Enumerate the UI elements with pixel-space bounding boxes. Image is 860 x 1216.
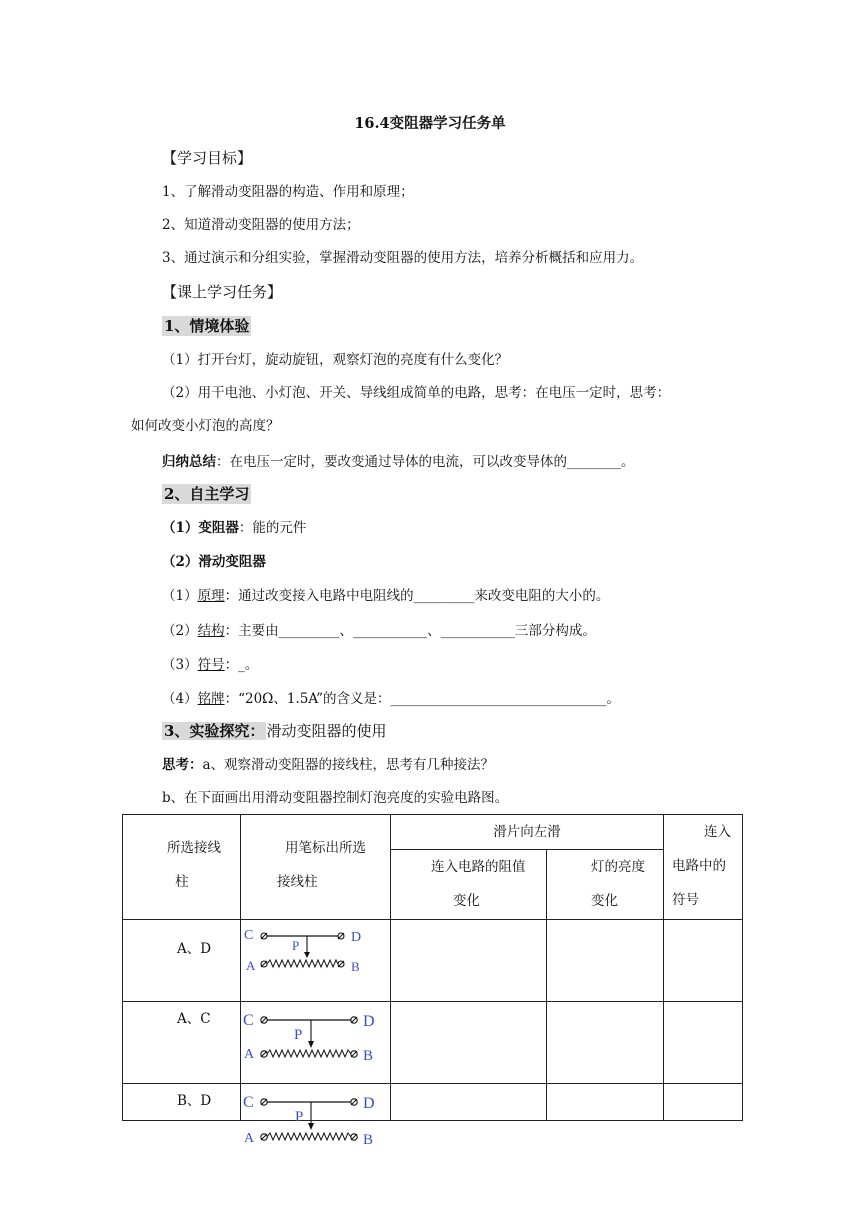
header-text: 变化 xyxy=(453,893,480,909)
answer-cell[interactable] xyxy=(547,1084,664,1121)
answer-cell[interactable] xyxy=(391,1084,547,1121)
terminal-a-label: A xyxy=(244,1131,255,1146)
item-number: （2） xyxy=(162,623,198,639)
terminal-c-label: C xyxy=(244,928,254,943)
think-label: 思考： xyxy=(162,757,203,773)
page-title: 16.4变阻器学习任务单 xyxy=(354,115,506,132)
item-key: 原理 xyxy=(197,588,225,604)
header-text: 灯的亮度 xyxy=(591,859,645,875)
item-text: ：“20Ω、1.5A”的含义是：________________________________。 xyxy=(224,691,621,707)
header-text: 变化 xyxy=(591,893,618,909)
resistance-wire xyxy=(267,1050,351,1057)
answer-cell[interactable] xyxy=(547,1002,664,1084)
fill-blank-line xyxy=(162,689,620,709)
terminal-cell xyxy=(123,1084,241,1121)
header-text: 连入电路的阻值 xyxy=(431,859,526,875)
resistance-wire xyxy=(267,1133,351,1140)
answer-cell[interactable] xyxy=(664,1084,743,1121)
item-number: （4） xyxy=(162,691,198,707)
objectives-heading: 【学习目标】 xyxy=(162,149,253,167)
slider-p-label: P xyxy=(292,938,300,953)
diagram-cell[interactable] xyxy=(241,920,391,1002)
item-text: ：_。 xyxy=(224,657,259,673)
objective-item: 2、知道滑动变阻器的使用方法； xyxy=(162,217,360,233)
item-key: 铭牌 xyxy=(197,691,225,707)
section-heading-line xyxy=(162,721,386,742)
header-text: 电路中的 xyxy=(672,858,726,874)
section-heading-rest: 滑动变阻器的使用 xyxy=(266,722,387,740)
header-group-cell: 滑片向左滑 xyxy=(391,815,664,850)
rheostat-diagram xyxy=(241,920,391,988)
slider-p-label: P xyxy=(294,1027,303,1043)
question-text: （1）打开台灯，旋动旋钮，观察灯泡的亮度有什么变化？ xyxy=(162,352,509,368)
definition-label: （1）变阻器 xyxy=(162,520,239,536)
terminal-d-label: D xyxy=(363,1013,375,1030)
item-key: 符号 xyxy=(197,657,225,673)
terminal-b-label: B xyxy=(351,959,360,974)
header-text: 符号 xyxy=(672,892,699,908)
section-heading: 1、情境体验 xyxy=(164,317,250,335)
experiment-table xyxy=(122,814,743,1148)
answer-cell[interactable] xyxy=(547,920,664,1002)
header-cell xyxy=(547,850,664,920)
terminal-d-label: D xyxy=(351,930,362,945)
header-cell xyxy=(241,815,391,920)
answer-cell[interactable] xyxy=(664,1002,743,1084)
section-heading: 3、实验探究： xyxy=(164,722,265,740)
fill-blank-line xyxy=(162,655,258,675)
terminal-a-label: A xyxy=(246,958,256,973)
terminal-b-label: B xyxy=(363,1132,374,1148)
header-cell xyxy=(391,850,547,920)
answer-cell[interactable] xyxy=(391,920,547,1002)
question-text: 如何改变小灯泡的高度？ xyxy=(131,418,280,434)
table-row xyxy=(123,920,743,1002)
table-row xyxy=(123,1002,743,1084)
terminal-a-label: A xyxy=(244,1047,255,1062)
terminal-text: B、D xyxy=(177,1093,212,1109)
terminal-text: A、C xyxy=(177,1011,211,1027)
table-row xyxy=(123,1084,743,1121)
header-text: 连入 xyxy=(704,824,731,840)
header-text: 柱 xyxy=(175,874,189,890)
terminal-text: A、D xyxy=(177,941,212,957)
answer-cell[interactable] xyxy=(391,1002,547,1084)
resistance-wire xyxy=(267,960,338,967)
subsection-label: （2）滑动变阻器 xyxy=(162,554,266,570)
summary-line xyxy=(162,452,635,472)
header-cell xyxy=(664,815,743,920)
terminal-c-label: C xyxy=(243,1012,254,1029)
item-text: ：主要由_________、___________、___________三部分构成。 xyxy=(224,623,596,639)
terminal-cell xyxy=(123,1002,241,1084)
fill-blank-line xyxy=(162,621,596,641)
header-text: 接线柱 xyxy=(277,874,318,890)
definition-text: ：能的元件 xyxy=(238,520,307,536)
header-cell xyxy=(123,815,241,920)
item-key: 结构 xyxy=(197,623,225,639)
header-text: 所选接线 xyxy=(167,840,221,856)
definition-line xyxy=(162,518,306,538)
answer-cell[interactable] xyxy=(664,920,743,1002)
rheostat-diagram xyxy=(241,1002,391,1070)
fill-blank-line xyxy=(162,586,609,606)
item-text: ：通过改变接入电路中电阻线的_________来改变电阻的大小的。 xyxy=(224,588,610,604)
terminal-b-label: B xyxy=(363,1048,374,1064)
terminal-c-label: C xyxy=(243,1094,254,1111)
terminal-cell xyxy=(123,920,241,1002)
think-line: b、在下面画出用滑动变阻器控制灯泡亮度的实验电路图。 xyxy=(162,790,509,806)
item-number: （1） xyxy=(162,588,198,604)
objective-item: 3、通过演示和分组实验，掌握滑动变阻器的使用方法，培养分析概括和应用力。 xyxy=(162,250,644,266)
terminal-d-label: D xyxy=(363,1095,375,1112)
header-text: 用笔标出所选 xyxy=(285,840,366,856)
summary-label: 归纳总结 xyxy=(162,454,216,470)
think-text: a、观察滑动变阻器的接线柱，思考有几种接法？ xyxy=(202,757,495,773)
section-heading: 2、自主学习 xyxy=(164,485,250,503)
tasks-heading: 【课上学习任务】 xyxy=(162,283,283,301)
diagram-cell[interactable] xyxy=(241,1084,391,1148)
item-number: （3） xyxy=(162,657,198,673)
diagram-cell[interactable] xyxy=(241,1002,391,1084)
question-text: （2）用干电池、小灯泡、开关、导线组成简单的电路，思考：在电压一定时，思考： xyxy=(162,385,671,401)
slider-p-label: P xyxy=(295,1109,304,1125)
think-line xyxy=(162,755,494,775)
rheostat-diagram xyxy=(241,1084,391,1146)
objective-item: 1、了解滑动变阻器的构造、作用和原理； xyxy=(162,184,414,200)
summary-text: ：在电压一定时，要改变通过导体的电流，可以改变导体的________。 xyxy=(216,454,635,470)
